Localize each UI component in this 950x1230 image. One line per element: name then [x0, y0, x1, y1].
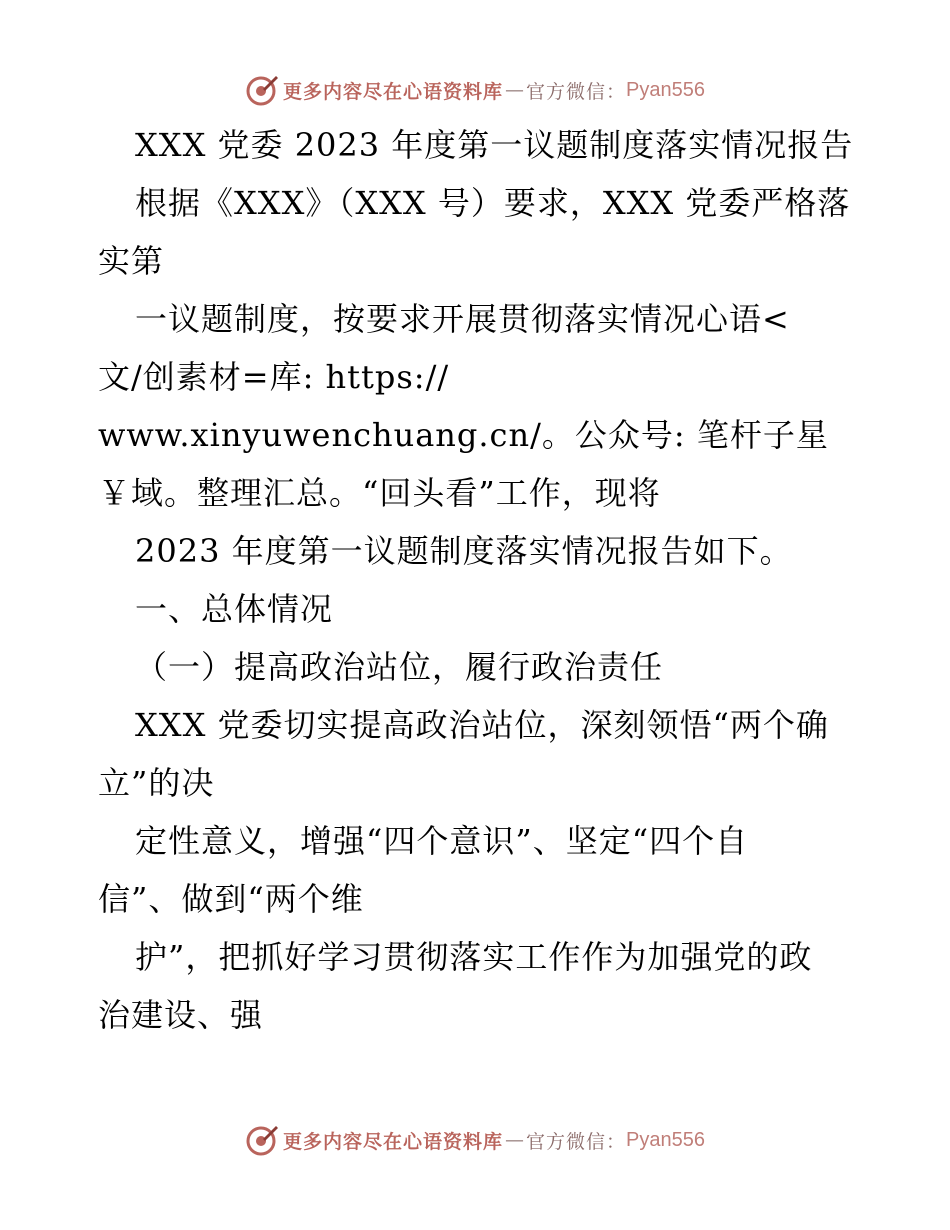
footer-watermark — [0, 1120, 950, 1160]
paragraph-line: 定性意义，增强“四个意识”、坚定“四个自 — [135, 822, 749, 860]
paragraph-line: 治建设、强 — [98, 996, 264, 1034]
paragraph-line: www.xinyuwenchuang.cn/。公众号: 笔杆子星 — [98, 416, 829, 454]
section-heading: 一、总体情况 — [135, 590, 334, 628]
paragraph-line: 实第 — [98, 242, 165, 280]
watermark-label: 官方微信： — [526, 80, 627, 103]
paragraph-line: 立”的决 — [98, 764, 215, 802]
header-watermark — [0, 70, 950, 110]
report-title: XXX 党委 2023 年度第一议题制度落实情况报告 — [135, 126, 854, 164]
paragraph-line: 根据《XXX》（XXX 号）要求，XXX 党委严格落 — [135, 184, 851, 222]
pen-logo-icon — [245, 73, 279, 107]
paragraph-line: 文/创素材=库: https:// — [98, 358, 450, 396]
paragraph-line: XXX 党委切实提高政治站位，深刻领悟“两个确 — [135, 706, 829, 744]
paragraph-line: 信”、做到“两个维 — [98, 880, 364, 918]
subsection-heading: （一）提高政治站位，履行政治责任 — [135, 648, 664, 686]
watermark-wechat-id: Pyan556 — [626, 78, 705, 101]
paragraph-line: 一议题制度，按要求开展贯彻落实情况心语< — [135, 300, 790, 338]
watermark-dash: — — [505, 1129, 525, 1151]
watermark-label: 官方微信： — [526, 1130, 627, 1153]
paragraph-line: 护”，把抓好学习贯彻落实工作作为加强党的政 — [135, 938, 813, 976]
watermark-main-text: 更多内容尽在心语资料库 — [283, 80, 504, 103]
pen-logo-icon — [245, 1123, 279, 1157]
watermark-main-text: 更多内容尽在心语资料库 — [283, 1130, 504, 1153]
paragraph-line: ￥域。整理汇总。“回头看”工作，现将 — [98, 474, 661, 512]
watermark-dash: — — [505, 79, 525, 101]
document-body — [98, 116, 898, 1044]
paragraph-line: 2023 年度第一议题制度落实情况报告如下。 — [135, 532, 793, 570]
watermark-wechat-id: Pyan556 — [626, 1128, 705, 1151]
